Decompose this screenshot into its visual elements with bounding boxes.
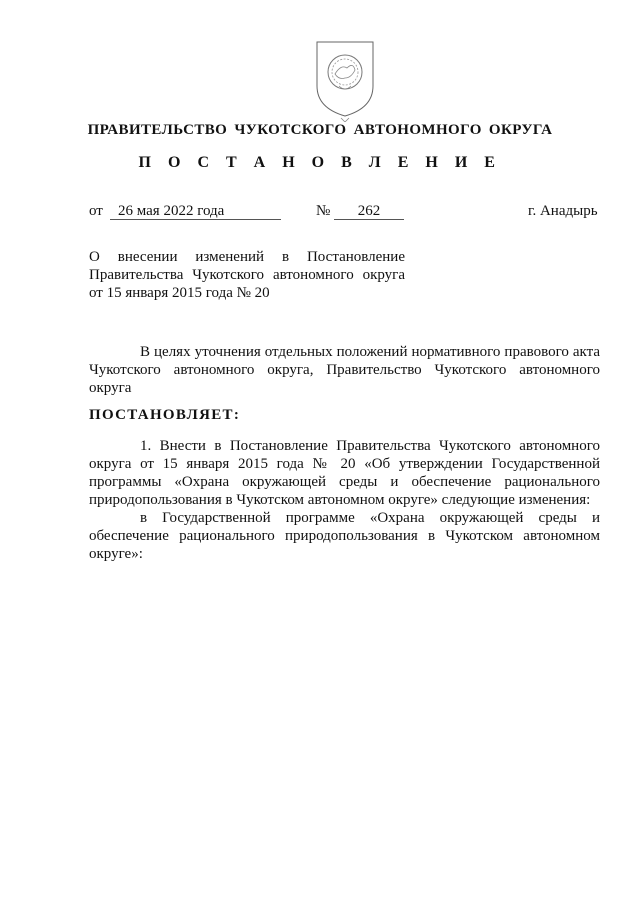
document-number-value: 262 [334,204,404,220]
preamble-block [89,343,600,397]
document-place: г. Анадырь [528,203,598,219]
document-subject: О внесении изменений в Постановление Правительства Чукотского автономного округа от 15 января 2015 года № 20 [89,249,405,301]
decree-items [89,437,600,563]
decree-heading: ПОСТАНОВЛЯЕТ: [89,407,241,423]
decree-item-1: 1. Внести в Постановление Правительства Чукотского автономного округа от 15 января 2015 года № 20 «Об утверждении Государственной программы «Охрана окружающей среды и обеспечение рационального природопользования в Чукотском автономном округе» следующие изменения: [89,438,600,508]
number-label: № [316,203,331,219]
document-date-value: 26 мая 2022 года [110,204,281,220]
document-date [110,203,281,220]
decree-item-2: в Государственной программе «Охрана окружающей среды и обеспечение рационального природопользования в Чукотском автономном округе»: [89,510,600,562]
preamble-paragraph: В целях уточнения отдельных положений нормативного правового акта Чукотского автономного округа, Правительство Чукотского автономного округа [89,344,600,396]
date-prefix: от [89,203,103,219]
document-number [334,203,404,220]
organization-title: ПРАВИТЕЛЬСТВО ЧУКОТСКОГО АВТОНОМНОГО ОКРУГА [87,122,553,138]
document-type-title: П О С Т А Н О В Л Е Н И Е [138,154,502,171]
coat-of-arms-emblem [311,38,379,122]
